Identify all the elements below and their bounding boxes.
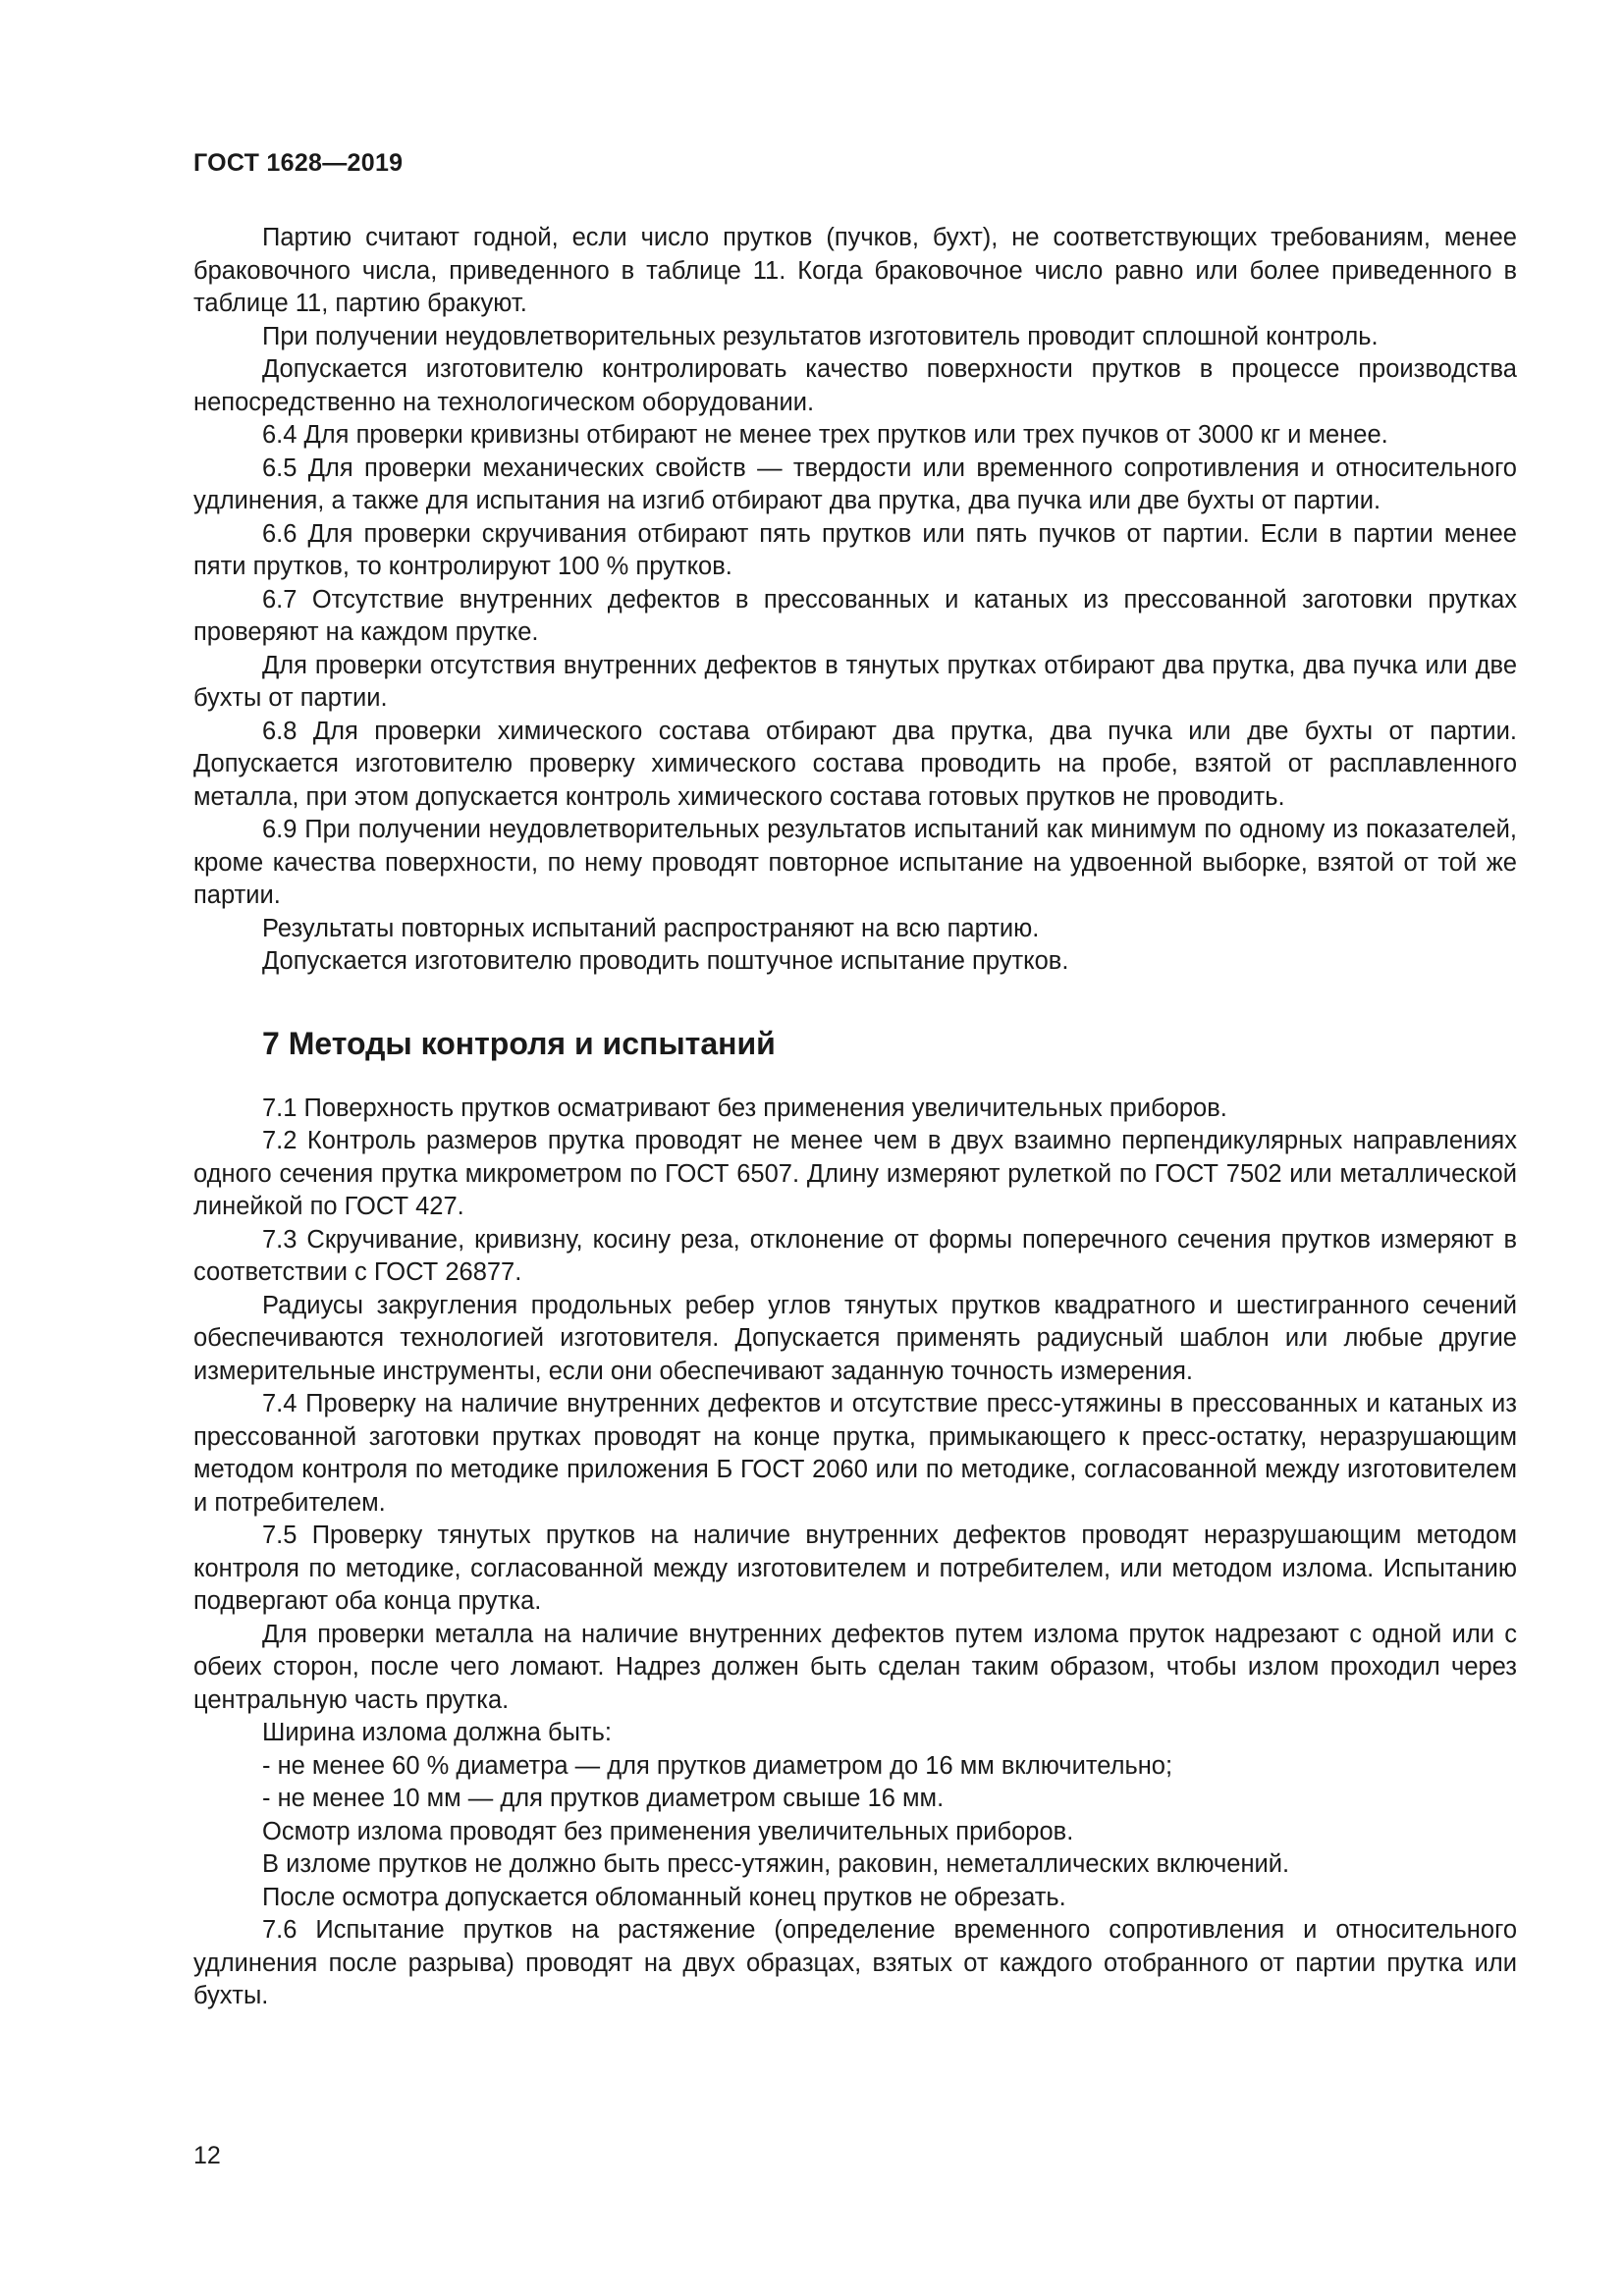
section-heading: 7 Методы контроля и испытаний bbox=[262, 1025, 776, 1061]
paragraph: 6.6 Для проверки скручивания отбирают пять прутков или пять пучков от партии. Если в партии менее пяти прутков, то контролируют 100 % прутков. bbox=[193, 519, 1517, 580]
paragraph: 7.3 Скручивание, кривизну, косину реза, отклонение от формы поперечного сечения прутков измеряют в соответствии с ГОСТ 26877. bbox=[193, 1225, 1517, 1286]
paragraph: При получении неудовлетворительных результатов изготовитель проводит сплошной контроль. bbox=[262, 322, 1379, 350]
document-id-header: ГОСТ 1628—2019 bbox=[193, 149, 404, 177]
paragraph: Допускается изготовителю проводить поштучное испытание прутков. bbox=[262, 947, 1069, 975]
paragraph: Ширина излома должна быть: bbox=[262, 1719, 612, 1746]
paragraph: 6.8 Для проверки химического состава отбирают два прутка, два пучка или две бухты от партии. Допускается изготовителю проверку химического состава проводить на пробе, взятой от расплавленного металла, при этом допускается контроль химического состава готовых прутков не проводить. bbox=[193, 717, 1517, 811]
paragraph: Допускается изготовителю контролировать качество поверхности прутков в процессе производства непосредственно на технологическом оборудовании. bbox=[193, 355, 1517, 416]
paragraph: Осмотр излома проводят без применения увеличительных приборов. bbox=[262, 1817, 1074, 1845]
paragraph: 6.9 При получении неудовлетворительных результатов испытаний как минимум по одному из показателей, кроме качества поверхности, по нему проводят повторное испытание на удвоенной выборке, взятой от той же партии. bbox=[193, 816, 1517, 909]
paragraph: Радиусы закругления продольных ребер углов тянутых прутков квадратного и шестигранного сечений обеспечиваются технологией изготовителя. Допускается применять радиусный шаблон или любые другие измерительные инструменты, если они обеспечивают заданную точность измерения. bbox=[193, 1291, 1517, 1385]
paragraph: Результаты повторных испытаний распространяют на всю партию. bbox=[262, 914, 1040, 942]
paragraphs-after-section bbox=[193, 1093, 1517, 2013]
paragraph: 7.2 Контроль размеров прутка проводят не менее чем в двух взаимно перпендикулярных направлениях одного сечения прутка микрометром по ГОСТ 6507. Длину измеряют рулеткой по ГОСТ 7502 или металлической линейкой по ГОСТ 427. bbox=[193, 1127, 1517, 1220]
paragraph: 7.4 Проверку на наличие внутренних дефектов и отсутствие пресс-утяжины в прессованных и катаных из прессованной заготовки прутках проводят на конце прутка, примыкающего к пресс-остатку, неразрушающим методом контроля по методике приложения Б ГОСТ 2060 или по методике, согласованной между изготовителем и потребителем. bbox=[193, 1390, 1517, 1517]
paragraph: После осмотра допускается обломанный конец прутков не обрезать. bbox=[262, 1883, 1066, 1911]
paragraph: 7.6 Испытание прутков на растяжение (определение временного сопротивления и относительного удлинения после разрыва) проводят на двух образцах, взятых от каждого отобранного от партии прутка или бухты. bbox=[193, 1916, 1517, 2009]
paragraphs-before-section bbox=[193, 222, 1517, 979]
paragraph: 6.7 Отсутствие внутренних дефектов в прессованных и катаных из прессованной заготовки прутках проверяют на каждом прутке. bbox=[193, 585, 1517, 646]
page-number: 12 bbox=[193, 2142, 221, 2169]
list-item: - не менее 60 % диаметра — для прутков диаметром до 16 мм включительно; bbox=[262, 1751, 1173, 1780]
paragraph: В изломе прутков не должно быть пресс-утяжин, раковин, неметаллических включений. bbox=[262, 1850, 1290, 1878]
paragraph: Партию считают годной, если число прутков (пучков, бухт), не соответствующих требованиям, менее браковочного числа, приведенного в таблице 11. Когда браковочное число равно или более приведенного в таблице 11, партию бракуют. bbox=[193, 224, 1517, 317]
list-item: - не менее 10 мм — для прутков диаметром свыше 16 мм. bbox=[262, 1785, 945, 1812]
paragraph: 7.5 Проверку тянутых прутков на наличие внутренних дефектов проводят неразрушающим методом контроля по методике, согласованной между изготовителем и потребителем, или методом излома. Испытанию подвергают оба конца прутка. bbox=[193, 1522, 1517, 1615]
paragraph: Для проверки металла на наличие внутренних дефектов путем излома пруток надрезают с одной или с обеих сторон, после чего ломают. Надрез должен быть сделан таким образом, чтобы излом проходил через центральную часть прутка. bbox=[193, 1620, 1517, 1714]
document-body bbox=[193, 222, 1517, 2013]
paragraph: 6.5 Для проверки механических свойств — твердости или временного сопротивления и относительного удлинения, а также для испытания на изгиб отбирают два прутка, два пучка или две бухты от партии. bbox=[193, 454, 1517, 514]
paragraph: 6.4 Для проверки кривизны отбирают не менее трех прутков или трех пучков от 3000 кг и менее. bbox=[262, 421, 1388, 449]
paragraph: 7.1 Поверхность прутков осматривают без применения увеличительных приборов. bbox=[262, 1094, 1227, 1122]
paragraph: Для проверки отсутствия внутренних дефектов в тянутых прутках отбирают два прутка, два пучка или две бухты от партии. bbox=[193, 651, 1517, 712]
